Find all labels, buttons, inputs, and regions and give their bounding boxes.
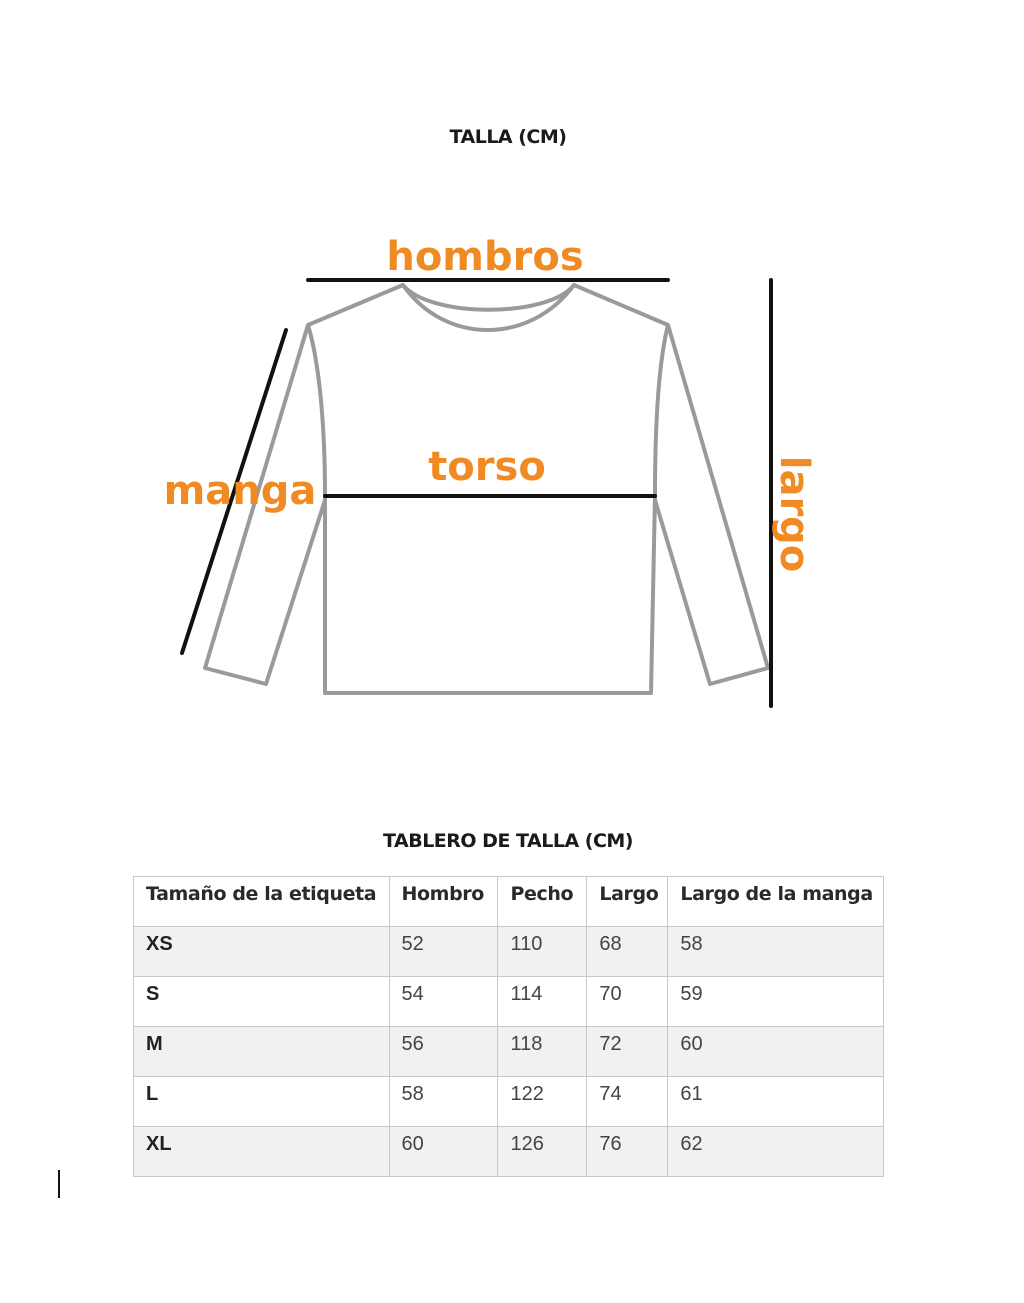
sleeve-label: manga — [163, 468, 317, 514]
page-title: TALLA (CM) — [449, 126, 567, 148]
length-cell: 74 — [587, 1077, 668, 1127]
header-chest: Pecho — [498, 877, 587, 927]
chest-cell: 110 — [498, 927, 587, 977]
sleeve-length-cell: 60 — [668, 1027, 884, 1077]
shoulder-cell: 60 — [389, 1127, 498, 1177]
size-table-title: TABLERO DE TALLA (CM) — [383, 830, 633, 852]
size-cell: M — [134, 1027, 390, 1077]
chest-cell: 118 — [498, 1027, 587, 1077]
shoulder-cell: 58 — [389, 1077, 498, 1127]
size-cell: XL — [134, 1127, 390, 1177]
right-sleeve-outline — [655, 325, 768, 684]
size-chart-table — [133, 876, 884, 1177]
table-header-row — [134, 877, 884, 927]
chest-cell: 122 — [498, 1077, 587, 1127]
length-label: largo — [771, 455, 817, 573]
shoulder-cell: 54 — [389, 977, 498, 1027]
torso-label: torso — [428, 444, 546, 490]
header-sleeve-length: Largo de la manga — [668, 877, 884, 927]
table-row — [134, 1127, 884, 1177]
text-cursor — [58, 1170, 60, 1198]
table-row — [134, 977, 884, 1027]
chest-cell: 126 — [498, 1127, 587, 1177]
sleeve-length-cell: 58 — [668, 927, 884, 977]
length-cell: 76 — [587, 1127, 668, 1177]
shoulder-cell: 56 — [389, 1027, 498, 1077]
length-cell: 72 — [587, 1027, 668, 1077]
table-row — [134, 1027, 884, 1077]
length-cell: 70 — [587, 977, 668, 1027]
sleeve-length-cell: 61 — [668, 1077, 884, 1127]
table-row — [134, 1077, 884, 1127]
chest-cell: 114 — [498, 977, 587, 1027]
shoulders-label: hombros — [386, 234, 584, 280]
sleeve-length-cell: 59 — [668, 977, 884, 1027]
sweater-neckline — [403, 285, 574, 310]
header-shoulder: Hombro — [389, 877, 498, 927]
shoulder-cell: 52 — [389, 927, 498, 977]
sleeve-length-cell: 62 — [668, 1127, 884, 1177]
table-row — [134, 927, 884, 977]
header-label-size: Tamaño de la etiqueta — [134, 877, 390, 927]
size-cell: S — [134, 977, 390, 1027]
size-cell: L — [134, 1077, 390, 1127]
size-cell: XS — [134, 927, 390, 977]
header-length: Largo — [587, 877, 668, 927]
length-cell: 68 — [587, 927, 668, 977]
